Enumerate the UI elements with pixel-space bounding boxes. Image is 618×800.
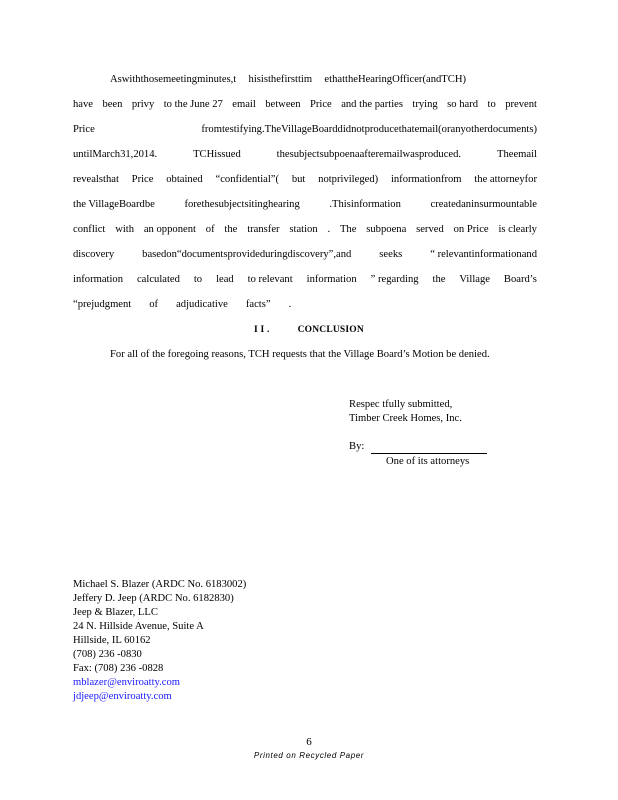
body-word: an opponent xyxy=(143,224,196,235)
body-word: Village xyxy=(459,274,490,285)
body-word: Aswiththosemeetingminutes,t xyxy=(110,74,237,85)
body-word: is clearly xyxy=(498,224,537,235)
body-line xyxy=(73,273,537,287)
address-line: 24 N. Hillside Avenue, Suite A xyxy=(73,621,204,632)
body-word: Price xyxy=(73,124,95,135)
body-word: the VillageBoardbe xyxy=(73,199,155,210)
body-word: subpoena xyxy=(366,224,407,235)
body-word: discovery xyxy=(73,249,115,260)
body-word: have xyxy=(73,99,93,110)
body-word: The xyxy=(339,224,357,235)
email-link-jdjeep[interactable]: jdjeep@enviroatty.com xyxy=(73,691,172,702)
body-word: to xyxy=(193,274,203,285)
body-word: “confidential”( xyxy=(215,174,280,185)
body-word: information xyxy=(73,274,124,285)
body-word: to relevant xyxy=(247,274,293,285)
body-word: to the June 27 xyxy=(163,99,223,110)
body-word: informationfrom xyxy=(390,174,462,185)
body-line xyxy=(73,248,537,262)
address-line: Jeep & Blazer, LLC xyxy=(73,607,158,618)
body-word: prevent xyxy=(505,99,537,110)
body-word: with xyxy=(115,224,135,235)
address-line: Michael S. Blazer (ARDC No. 6183002) xyxy=(73,579,247,590)
body-word: Board’s xyxy=(503,274,537,285)
body-word: forethesubjectsitinghearing xyxy=(184,199,300,210)
section-number: I I . xyxy=(254,325,270,335)
body-word: to xyxy=(487,99,496,110)
body-word: served xyxy=(416,224,444,235)
body-word: lead xyxy=(216,274,234,285)
body-word: ” regarding xyxy=(370,274,419,285)
body-word: calculated xyxy=(136,274,180,285)
body-line xyxy=(73,98,537,112)
body-word: trying xyxy=(412,99,438,110)
body-word: revealsthat xyxy=(73,174,119,185)
body-word: Theemail xyxy=(496,149,537,160)
body-word: conflict xyxy=(73,224,106,235)
body-line xyxy=(73,173,537,187)
body-word: transfer xyxy=(247,224,280,235)
signature-firm: Timber Creek Homes, Inc. xyxy=(349,413,462,424)
body-word: but xyxy=(291,174,306,185)
body-word: on Price xyxy=(453,224,489,235)
body-word: “prejudgment xyxy=(73,299,132,310)
body-word: facts” xyxy=(245,299,271,310)
body-line xyxy=(73,123,537,137)
body-word: .Thisinformation xyxy=(329,199,401,210)
address-line: Hillside, IL 60162 xyxy=(73,635,151,646)
conclusion-text: For all of the foregoing reasons, TCH requests that the Village Board’s Motion be denied. xyxy=(110,349,490,360)
body-word: so hard xyxy=(447,99,479,110)
body-word: . xyxy=(288,299,292,310)
body-line xyxy=(73,223,537,237)
body-word: “ relevantinformationand xyxy=(430,249,537,260)
body-word: Price xyxy=(309,99,332,110)
body-word: . xyxy=(327,224,331,235)
email-link-mblazer[interactable]: mblazer@enviroatty.com xyxy=(73,677,181,688)
address-line: Jeffery D. Jeep (ARDC No. 6182830) xyxy=(73,593,234,604)
attorney-address-block xyxy=(73,578,246,704)
body-word: obtained xyxy=(166,174,203,185)
body-word: the attorneyfor xyxy=(474,174,537,185)
section-heading xyxy=(0,325,618,335)
page-number: 6 xyxy=(306,736,312,748)
body-line xyxy=(73,148,537,162)
body-word: of xyxy=(205,224,215,235)
body-word: information xyxy=(306,274,357,285)
body-word: station xyxy=(289,224,318,235)
section-title: CONCLUSION xyxy=(297,325,364,335)
body-word: hisisthefirsttim xyxy=(248,74,313,85)
address-line: (708) 236 -0830 xyxy=(73,649,142,660)
body-word: privy xyxy=(131,99,155,110)
footer-note: Printed on Recycled Paper xyxy=(253,751,365,760)
body-word: and the parties xyxy=(341,99,403,110)
body-word: between xyxy=(265,99,301,110)
body-word: thesubjectsubpoenaafteremailwasproduced. xyxy=(276,149,462,160)
signature-line xyxy=(371,453,487,454)
signature-closing: Respec tfully submitted, xyxy=(349,399,453,410)
body-word: notprivileged) xyxy=(318,174,379,185)
body-line xyxy=(110,73,466,87)
body-line xyxy=(73,298,537,312)
body-word: been xyxy=(102,99,123,110)
body-word: seeks xyxy=(379,249,403,260)
body-word: ethattheHearingOfficer(andTCH) xyxy=(324,74,466,85)
body-word: TCHissued xyxy=(193,149,241,160)
body-word: of xyxy=(149,299,159,310)
body-word: Price xyxy=(131,174,154,185)
address-line: Fax: (708) 236 -0828 xyxy=(73,663,164,674)
body-word: untilMarch31,2014. xyxy=(73,149,158,160)
body-word: basedon“documentsprovideduringdiscovery”,and xyxy=(142,249,352,260)
body-word: createdaninsurmountable xyxy=(430,199,537,210)
body-word: the xyxy=(432,274,446,285)
body-word: the xyxy=(224,224,238,235)
signature-role: One of its attorneys xyxy=(386,456,470,467)
signature-by-label: By: xyxy=(349,441,365,452)
body-word: email xyxy=(232,99,256,110)
body-word: fromtestifying.TheVillageBoarddidnotproducethatemail(oranyotherdocuments) xyxy=(201,124,537,135)
body-word: adjudicative xyxy=(176,299,228,310)
body-line xyxy=(73,198,537,212)
